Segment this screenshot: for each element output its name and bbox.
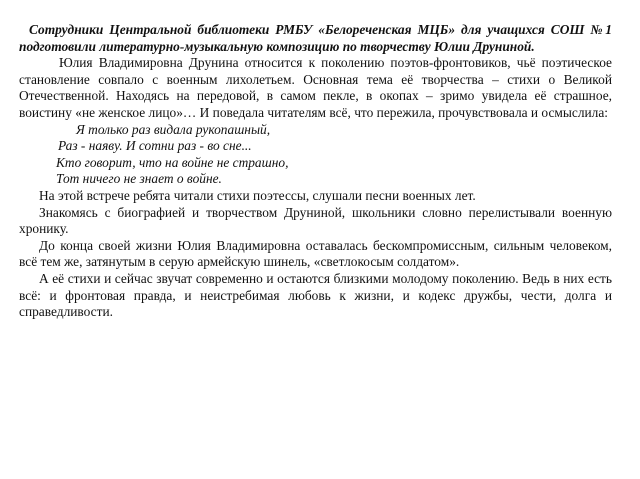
meeting-paragraph: На этой встрече ребята читали стихи поэтессы, слушали песни военных лет. <box>39 187 476 203</box>
poem-quote <box>19 122 612 188</box>
legacy-paragraph: А её стихи и сейчас звучат современно и остаются близкими молодому поколению. Ведь в них есть всё: и фронтовая правда, и неистребимая любовь к жизни, и кодекс дружбы, чести, долга и справедливости. <box>19 270 612 320</box>
poem-line: Кто говорит, что на войне не страшно, <box>56 154 289 170</box>
biography-paragraph: Знакомясь с биографией и творчеством Друниной, школьники словно перелистывали военную хронику. <box>19 204 612 237</box>
poem-line: Раз - наяву. И сотни раз - во сне... <box>58 138 252 154</box>
life-paragraph: До конца своей жизни Юлия Владимировна оставалась бескомпромиссным, сильным человеком, всё тем же, затянутым в серую армейскую шинель, «светлокосым солдатом». <box>19 237 612 270</box>
intro-paragraph: Юлия Владимировна Друнина относится к поколению поэтов-фронтовиков, чьё поэтическое становление совпало с военным лихолетьем. Основная тема её творчества – стихи о Великой Отечественной. Находясь на передовой, в самом пекле, в окопах – зримо увидела её страшное, воистину «не женское лицо»… И поведала читателям всё, что пережила, прочувствовала и осмыслила: <box>19 55 612 120</box>
poem-line: Я только раз видала рукопашный, <box>76 121 271 137</box>
article-heading: Сотрудники Центральной библиотеки РМБУ «Белореченская МЦБ» для учащихся СОШ №1 подготовили литературно-музыкальную композицию по творчеству Юлии Друниной. <box>19 22 612 54</box>
article-body <box>19 22 612 321</box>
poem-line: Тот ничего не знает о войне. <box>56 171 222 187</box>
